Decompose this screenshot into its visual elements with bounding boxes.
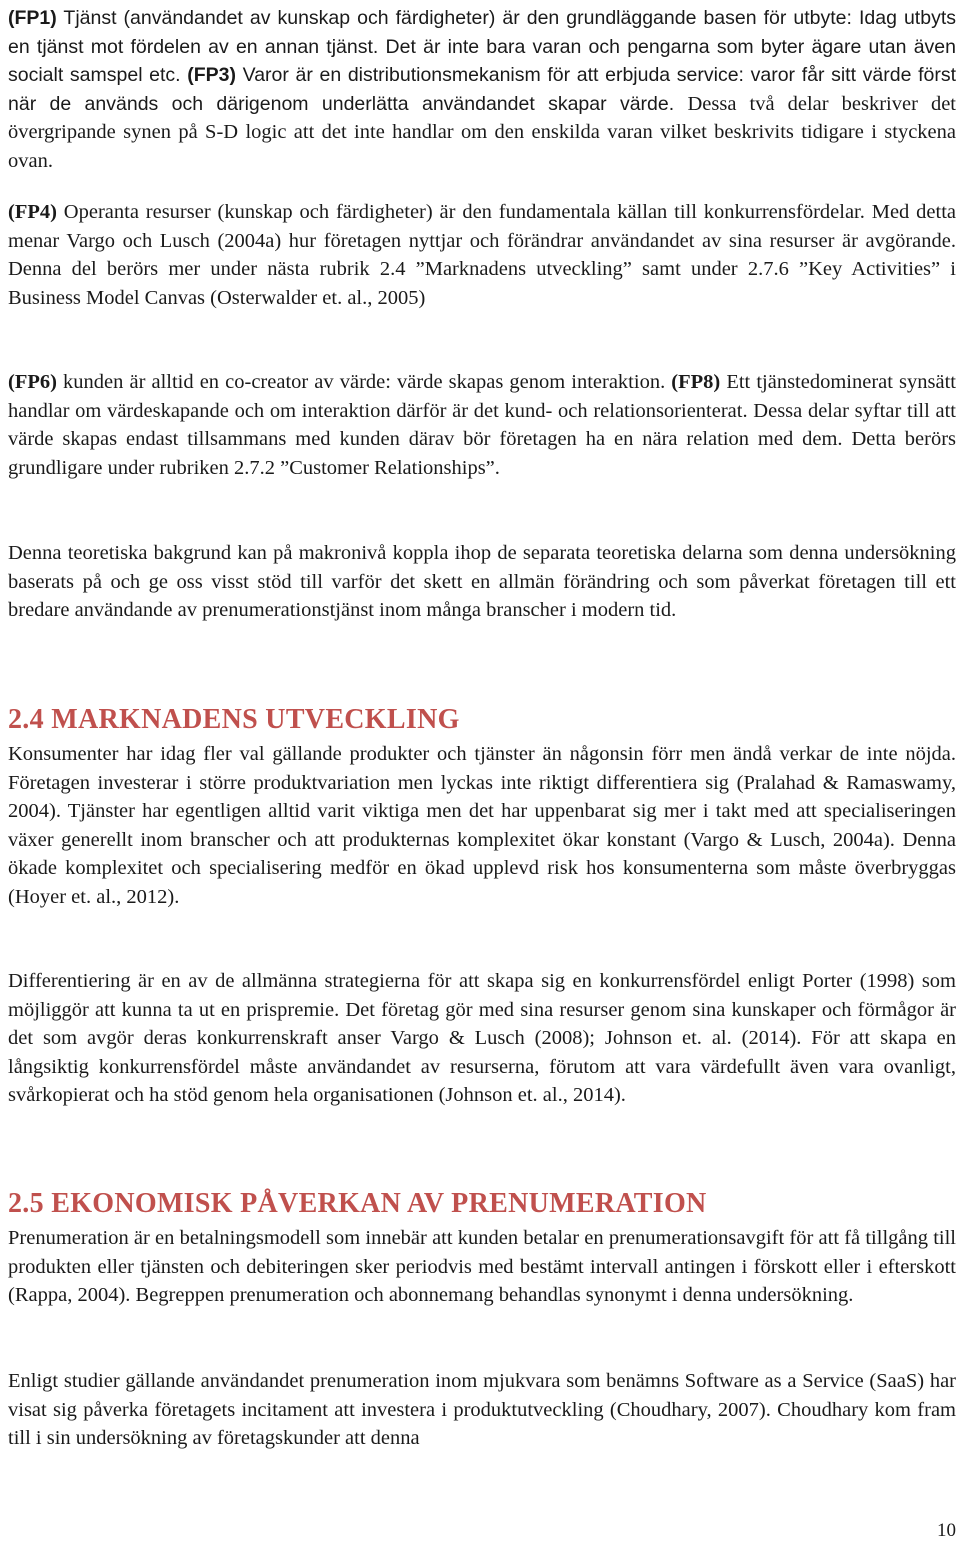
fp6-text: kunden är alltid en co-creator av värde: värde skapas genom interaktion.: [56, 371, 672, 393]
background-paragraph: Denna teoretiska bakgrund kan på makronivå koppla ihop de separata teoretiska delarna som denna undersökning baserats på och ge oss visst stöd till varför det skett en allmän förändring och som påverkat företagen till ett bredare användande av prenumerationstjänst inom många branscher i modern tid.: [8, 542, 956, 622]
section-2-4-number: 2.4: [8, 704, 44, 735]
section-2-5-paragraph-2: Enligt studier gällande användandet prenumeration inom mjukvara som benämns Software as a Service (SaaS) har visat sig påverka företagets incitament att investera i produktutveckling (Choudhary, 2007). Choudhary kom fram till i sin undersökning av företagskunder att denna: [8, 1370, 956, 1450]
section-2-5-number: 2.5: [8, 1188, 44, 1219]
section-2-4-heading: [8, 704, 460, 736]
fp4-text: Operanta resurser (kunskap och färdigheter) är den fundamentala källan till konkurrensfördelar. Med detta menar Vargo och Lusch (2004a) hur företagen nyttjar och förändrar användandet av sina resurser är avgörande. Denna del berörs mer under nästa rubrik 2.4 ”Marknadens utveckling” samt under 2.7.6 ”Key Activities” i Business Model Canvas (Osterwalder et. al., 2005): [8, 201, 956, 309]
fp4-paragraph: [8, 198, 956, 312]
section-2-5-heading: [8, 1188, 707, 1220]
fp3-label: (FP3): [187, 64, 236, 87]
section-2-4-title: MARKNADENS UTVECKLING: [51, 704, 460, 735]
section-2-5-paragraph-1: Prenumeration är en betalningsmodell som innebär att kunden betalar en prenumerationsavgift för att få tillgång till produkten eller tjänsten och debiteringen sker periodvis med bestämt intervall antingen i förskott eller i efterskott (Rappa, 2004). Begreppen prenumeration och abonnemang behandlas synonymt i denna undersökning.: [8, 1227, 956, 1307]
fp8-label: (FP8): [671, 371, 721, 393]
section-2-5-title: EKONOMISK PÅVERKAN AV PRENUMERATION: [51, 1188, 707, 1219]
fp-paragraph-tail: Dessa två delar beskriver det övergripande synen på S-D logic att det inte handlar om den enskilda varan vilket beskrivits tidigare i styckena ovan.: [8, 92, 956, 172]
section-2-4-paragraph-2: Differentiering är en av de allmänna strategierna för att skapa sig en konkurrensfördel enligt Porter (1998) som möjliggör att kunna ta ut en prispremie. Det företag gör med sina resurser genom sina kunskaper och förmågor är det som avgör deras konkurrenskraft anser Vargo & Lusch (2008); Johnson et. al. (2014). För att skapa en långsiktig konkurrensfördel måste användandet av resurserna, förutom att vara värdefullt även vara ovanligt, svårkopierat och ha stöd genom hela organisationen (Johnson et. al., 2014).: [8, 970, 956, 1107]
section-2-4-paragraph-1: Konsumenter har idag fler val gällande produkter och tjänster än någonsin förr men ändå verkar de inte nöjda. Företagen investerar i större produktvariation men lyckas inte riktigt differentiera sig (Pralahad & Ramaswamy, 2004). Tjänster har egentligen alltid varit viktiga men det har uppenbarat sig mer i takt med att specialiseringen växer generellt inom branscher och att produkternas komplexitet ökar konstant (Vargo & Lusch, 2004a). Denna ökade komplexitet och specialisering medför en ökad upplevd risk hos konsumenterna som måste överbryggas (Hoyer et. al., 2012).: [8, 743, 956, 908]
fp6-fp8-paragraph: [8, 368, 956, 482]
fp1-text: Tjänst (användandet av kunskap och färdigheter) är den grundläggande basen för utbyte: Idag utbyts en tjänst mot fördelen av en annan tjänst. Det är inte bara varan och pengarna som byter ägare utan även socialt samspel etc.: [8, 7, 956, 87]
page-number: 10: [937, 1520, 956, 1541]
fp4-label: (FP4): [8, 201, 57, 223]
fp-paragraph-1-3: [8, 4, 956, 176]
fp8-text: Ett tjänstedominerat synsätt handlar om värdeskapande och om interaktion därför är det kund- och relationsorienterat. Dessa delar syftar till att värde skapas endast tillsammans med kunden därav bör företagen ha en nära relation med dem. Detta berörs grundligare under rubriken 2.7.2 ”Customer Relationships”.: [8, 371, 956, 479]
fp3-text: Varor är en distributionsmekanism för att erbjuda service: varor får sitt värde först när de används och därigenom underlätta användandet skapar värde.: [8, 64, 956, 115]
fp1-label: (FP1): [8, 7, 57, 29]
fp6-label: (FP6): [8, 371, 57, 393]
